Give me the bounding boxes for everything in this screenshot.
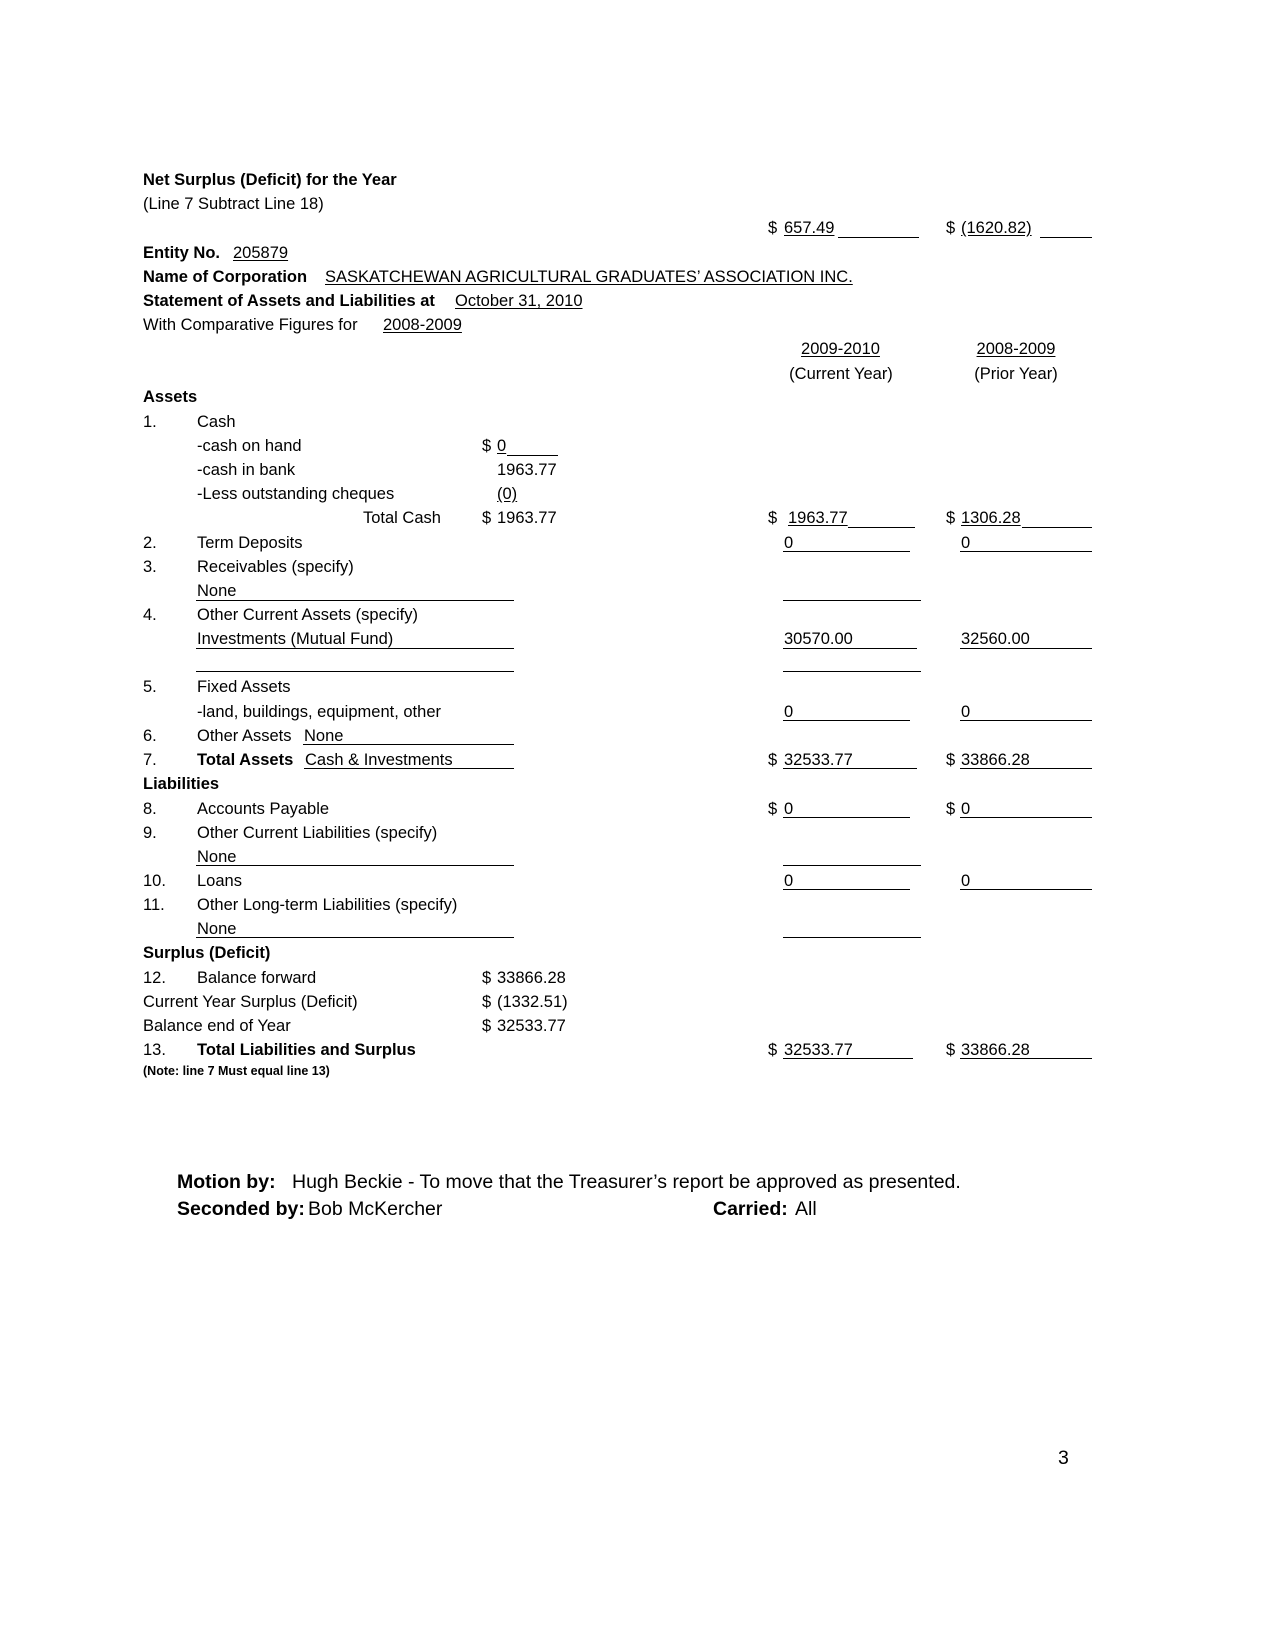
cash-on-hand-currency: $ (482, 437, 492, 455)
total-liabilities-current: 32533.77 (784, 1041, 853, 1059)
cash-label: Cash (197, 413, 236, 431)
accounts-payable-prior-currency: $ (946, 800, 956, 818)
fixed-assets-detail: -land, buildings, equipment, other (197, 703, 441, 721)
surplus-heading: Surplus (Deficit) (143, 944, 271, 962)
motion-by-label: Motion by: (177, 1171, 276, 1193)
long-term-liabilities-detail: None (197, 920, 237, 938)
line-number: 7. (143, 751, 157, 769)
other-current-liabilities-label: Other Current Liabilities (specify) (197, 824, 438, 842)
statement-date: October 31, 2010 (455, 292, 583, 310)
accounts-payable-prior: 0 (961, 800, 971, 818)
current-year-surplus-label: Current Year Surplus (Deficit) (143, 993, 358, 1011)
total-cash-currency: $ (482, 509, 492, 527)
total-assets-current-currency: $ (768, 751, 778, 769)
line-number: 9. (143, 824, 157, 842)
line-number: 11. (143, 896, 165, 914)
total-cash-label: Total Cash (363, 509, 441, 527)
comparative-year: 2008-2009 (383, 316, 462, 334)
total-assets-prior: 33866.28 (961, 751, 1030, 769)
current-year-surplus-value: (1332.51) (497, 993, 568, 1011)
total-liabilities-surplus-label: Total Liabilities and Surplus (197, 1041, 416, 1059)
total-assets-detail: Cash & Investments (305, 751, 453, 769)
line-number: 8. (143, 800, 157, 818)
long-term-liabilities-label: Other Long-term Liabilities (specify) (197, 896, 458, 914)
current-year-surplus-currency: $ (482, 993, 492, 1011)
line-number: 2. (143, 534, 157, 552)
total-assets-prior-currency: $ (946, 751, 956, 769)
cash-on-hand-label: -cash on hand (197, 437, 302, 455)
net-surplus-current-currency: $ (768, 219, 778, 237)
outstanding-cheques-label: -Less outstanding cheques (197, 485, 395, 503)
total-liabilities-prior-currency: $ (946, 1041, 956, 1059)
other-current-assets-detail: Investments (Mutual Fund) (197, 630, 394, 648)
balance-end-currency: $ (482, 1017, 492, 1035)
other-current-assets-label: Other Current Assets (specify) (197, 606, 418, 624)
balance-forward-currency: $ (482, 969, 492, 987)
statement-label: Statement of Assets and Liabilities at (143, 292, 435, 310)
column-prior-year: 2008-2009 (976, 340, 1056, 358)
net-surplus-title: Net Surplus (Deficit) for the Year (143, 171, 397, 189)
line-number: 3. (143, 558, 157, 576)
loans-label: Loans (197, 872, 242, 890)
line-number: 13. (143, 1041, 166, 1059)
balance-end-value: 32533.77 (497, 1017, 566, 1035)
cash-in-bank-value: 1963.77 (497, 461, 557, 479)
term-deposits-current: 0 (784, 534, 794, 552)
total-liabilities-prior: 33866.28 (961, 1041, 1030, 1059)
total-assets-label: Total Assets (197, 751, 294, 769)
receivables-label: Receivables (specify) (197, 558, 354, 576)
other-current-liabilities-detail: None (197, 848, 237, 866)
cash-on-hand-value: 0 (497, 437, 507, 455)
seconded-by-text: Bob McKercher (308, 1198, 443, 1220)
loans-prior: 0 (961, 872, 971, 890)
balance-note: (Note: line 7 Must equal line 13) (143, 1064, 330, 1078)
other-assets-label: Other Assets (197, 727, 292, 745)
line-number: 4. (143, 606, 157, 624)
other-current-assets-prior: 32560.00 (961, 630, 1030, 648)
comparative-label: With Comparative Figures for (143, 316, 358, 334)
total-assets-current: 32533.77 (784, 751, 853, 769)
corporation-label: Name of Corporation (143, 268, 308, 286)
carried-label: Carried: (713, 1198, 788, 1220)
line-number: 12. (143, 969, 166, 987)
assets-heading: Assets (143, 388, 198, 406)
cash-current-currency: $ (768, 509, 778, 527)
page-number: 3 (1058, 1447, 1069, 1469)
net-surplus-subtitle: (Line 7 Subtract Line 18) (143, 195, 324, 213)
term-deposits-label: Term Deposits (197, 534, 303, 552)
motion-by-text: Hugh Beckie - To move that the Treasurer’s report be approved as presented. (292, 1171, 961, 1193)
outstanding-cheques-value: (0) (497, 485, 518, 503)
liabilities-heading: Liabilities (143, 775, 220, 793)
carried-text: All (795, 1198, 817, 1220)
receivables-detail: None (197, 582, 237, 600)
cash-prior-currency: $ (946, 509, 956, 527)
net-surplus-prior: (1620.82) (961, 219, 1032, 237)
line-number: 5. (143, 678, 157, 696)
accounts-payable-label: Accounts Payable (197, 800, 330, 818)
cash-current: 1963.77 (788, 509, 848, 527)
cash-in-bank-label: -cash in bank (197, 461, 296, 479)
corporation-name: SASKATCHEWAN AGRICULTURAL GRADUATES’ ASSOCIATION INC. (325, 268, 853, 286)
total-liabilities-current-currency: $ (768, 1041, 778, 1059)
entity-number: 205879 (233, 244, 289, 262)
net-surplus-prior-currency: $ (946, 219, 956, 237)
term-deposits-prior: 0 (961, 534, 971, 552)
balance-end-label: Balance end of Year (143, 1017, 291, 1035)
cash-prior: 1306.28 (961, 509, 1021, 527)
balance-forward-value: 33866.28 (497, 969, 566, 987)
accounts-payable-current-currency: $ (768, 800, 778, 818)
seconded-by-label: Seconded by: (177, 1198, 305, 1220)
entity-label: Entity No. (143, 244, 220, 262)
other-current-assets-current: 30570.00 (784, 630, 853, 648)
balance-forward-label: Balance forward (197, 969, 317, 987)
other-assets-detail: None (304, 727, 344, 745)
line-number: 6. (143, 727, 157, 745)
fixed-assets-current: 0 (784, 703, 794, 721)
loans-current: 0 (784, 872, 794, 890)
line-number: 10. (143, 872, 166, 890)
net-surplus-current: 657.49 (784, 219, 835, 237)
fixed-assets-prior: 0 (961, 703, 971, 721)
column-current-year: 2009-2010 (801, 340, 880, 358)
line-number: 1. (143, 413, 157, 431)
column-current-label: (Current Year) (789, 365, 893, 383)
accounts-payable-current: 0 (784, 800, 794, 818)
column-prior-label: (Prior Year) (974, 365, 1058, 383)
total-cash-value: 1963.77 (497, 509, 557, 527)
fixed-assets-label: Fixed Assets (197, 678, 291, 696)
